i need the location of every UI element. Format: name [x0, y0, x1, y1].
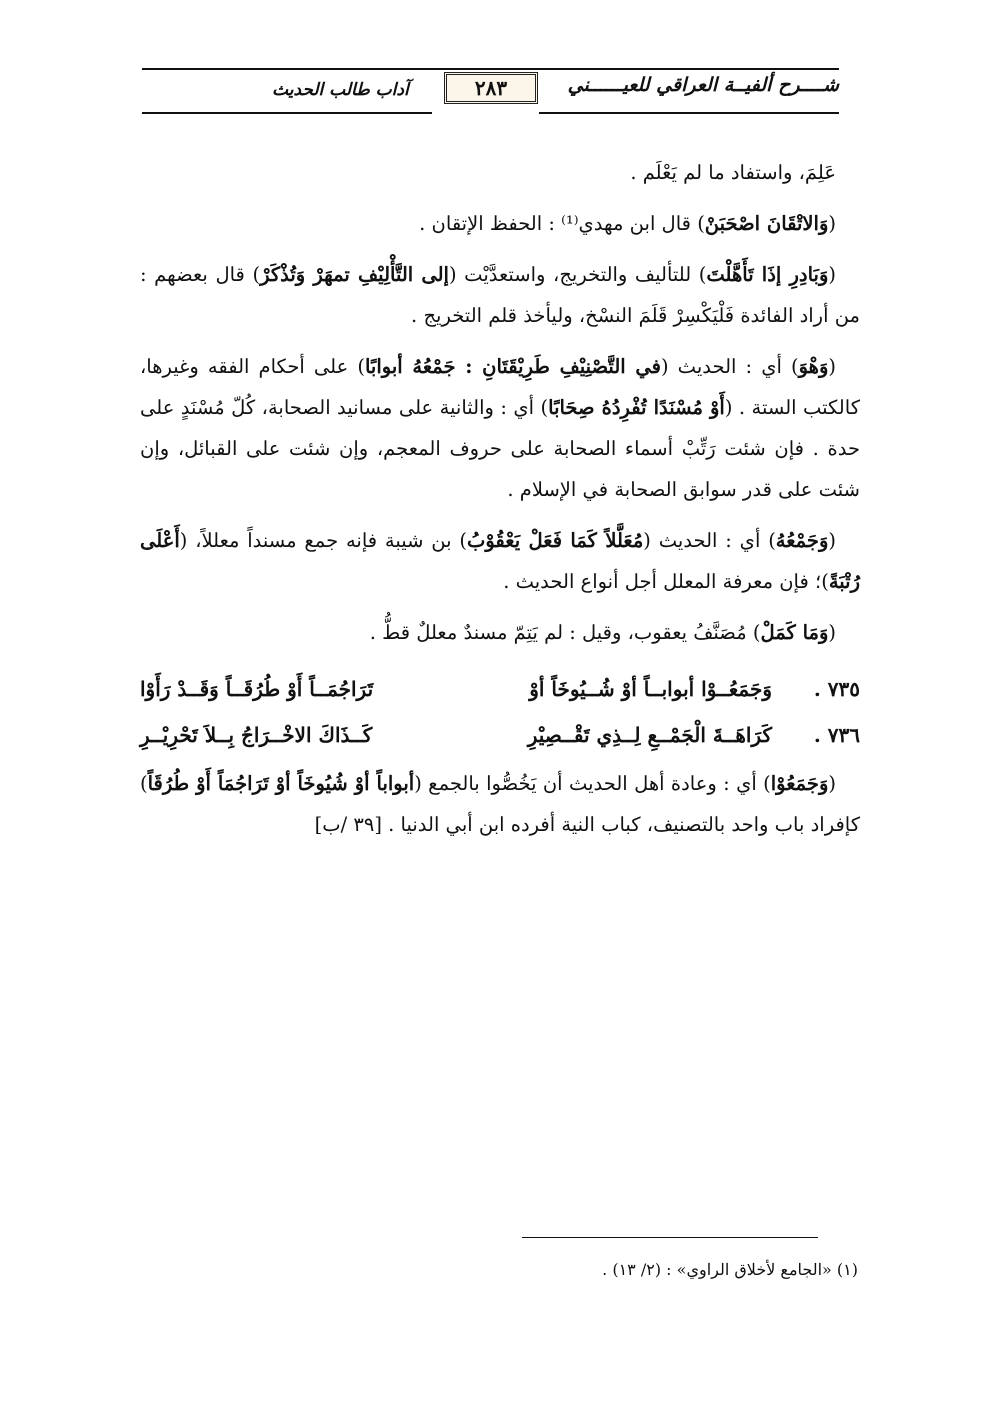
verse-block	[140, 663, 860, 755]
paragraph-5: (وَجَمْعُهُ) أي : الحديث (مُعَلَّلاً كَمَا فَعَلْ يَعْقُوْبُ) بن شيبة فإنه جمع مسنداً معللاً، (أَعْلَى رُتْبَةً)؛ فإن معرفة المعلل أجل أنواع الحديث .	[140, 529, 860, 593]
paragraph-text: عَلِمَ، واستفاد ما لم يَعْلَم .	[630, 161, 836, 184]
matn-quote: أبواباً أوْ شُيُوخَاً أوْ تَرَاجُمَاً أَوْ طُرُقَاً	[147, 772, 415, 795]
verse-line	[140, 663, 860, 709]
page-header	[142, 68, 839, 116]
first-hemistich: كَرَاهَــةَ الْجَمْــعِ لِــذِي تَقْــصِيْرِ	[527, 723, 772, 747]
commentary-text: أي : والثانية على مسانيد الصحابة، كُلّ مُسْنَدٍ على حدة . فإن شئت رَتِّبْ أسماء الصحابة على حروف المعجم، وإن شئت على القبائل، وإن شئت على قدر سوابق الصحابة في الإسلام .	[140, 396, 860, 501]
matn-quote: وَهْوَ	[798, 355, 829, 378]
paragraph-6: (وَمَا كَمَلْ) مُصَنَّفُ يعقوب، وقيل : لم يَتِمّ مسندٌ معللٌ قطُّ .	[369, 621, 836, 644]
verse-line	[140, 709, 860, 755]
matn-quote: أَعْلَى رُتْبَةً	[140, 529, 860, 593]
commentary-text: قال بعضهم : من أراد الفائدة فَلْيَكْسِرْ قَلَمَ النسْخ، وليأخذ قلم التخريج .	[140, 263, 860, 327]
footnote-rule	[522, 1237, 818, 1238]
commentary-text: بن شيبة فإنه جمع مسنداً معللاً،	[187, 529, 460, 552]
commentary-text: أي : وعادة أهل الحديث أن يَخُصُّوا بالجمع	[421, 772, 764, 795]
header-bottom-rule-right	[539, 112, 839, 114]
footnote: (١) «الجامع لأخلاق الراوي» : (٢/ ١٣) .	[602, 1260, 858, 1279]
matn-quote: وَالاتْقَانَ اصْحَبَنْ	[704, 212, 829, 235]
commentary-text: أي : الحديث	[668, 355, 791, 378]
paragraph-2: (وَالاتْقَانَ اصْحَبَنْ) قال ابن مهدي⁽¹⁾ : الحفظ الإتقان .	[419, 212, 836, 235]
commentary-text: مُصَنَّفُ يعقوب، وقيل : لم يَتِمّ مسندٌ معللٌ قطُّ .	[369, 621, 753, 644]
matn-quote: مُعَلَّلاً كَمَا فَعَلْ يَعْقُوْبُ	[467, 529, 644, 552]
matn-quote: إلى التَّأْلِيْفِ تمهَرْ وَتُذْكَرْ	[260, 263, 449, 286]
commentary-text: ؛ فإن معرفة المعلل أجل أنواع الحديث .	[503, 570, 822, 593]
matn-quote: وَبَادِرِ إذَا تَأَهَّلْتَ	[706, 263, 829, 286]
paragraph-1	[140, 152, 860, 193]
page-number: ٢٨٣	[444, 72, 538, 104]
commentary-text: كإفراد باب واحد بالتصنيف، كباب النية أفرده ابن أبي الدنيا . [٣٩ /ب]	[314, 813, 860, 836]
chapter-title: آداب طالب الحديث	[272, 80, 409, 100]
commentary-text: قال ابن مهدي⁽¹⁾ : الحفظ الإتقان .	[419, 212, 698, 235]
commentary-text: على أحكام الفقه وغيرها، كالكتب الستة .	[140, 355, 860, 419]
commentary-text: للتأليف والتخريج، واستعدَّيْت	[456, 263, 699, 286]
book-title: شــــرح ألفيــة العراقي للعيــــــني	[567, 74, 839, 96]
verse-number: ٧٣٥ .	[813, 677, 860, 701]
matn-quote: وَجَمَعُوْا	[770, 772, 829, 795]
verse-number: ٧٣٦ .	[813, 723, 860, 747]
header-bottom-rule-left	[142, 112, 432, 114]
paragraph-3: (وَبَادِرِ إذَا تَأَهَّلْتَ) للتأليف والتخريج، واستعدَّيْت (إلى التَّأْلِيْفِ تمهَرْ وَتُذْكَرْ) قال بعضهم : من أراد الفائدة فَلْيَكْسِرْ قَلَمَ النسْخ، وليأخذ قلم التخريج .	[140, 263, 860, 327]
second-hemistich: تَرَاجُمَــاً أَوْ طُرُقَــاً وَقَــدْ رَأَوْا	[140, 677, 374, 701]
page-body	[140, 152, 860, 855]
matn-quote: أَوْ مُسْنَدًا تُفْرِدُهُ صِحَابًا	[548, 396, 725, 419]
first-hemistich: وَجَمَعُــوْا أبوابــاً أوْ شُــيُوخَاً أوْ	[529, 677, 772, 701]
header-top-rule	[142, 68, 839, 70]
matn-quote: في التَّصْنِيْفِ طَرِيْقَتَانِ : جَمْعُهُ أبوابًا	[364, 355, 661, 378]
paragraph-7: (وَجَمَعُوْا) أي : وعادة أهل الحديث أن يَخُصُّوا بالجمع (أبواباً أوْ شُيُوخَاً أوْ تَرَاجُمَاً أَوْ طُرُقَاً) كإفراد باب واحد بالتصنيف، كباب النية أفرده ابن أبي الدنيا . [٣٩ /ب]	[140, 772, 860, 836]
matn-quote: وَجَمْعُهُ	[775, 529, 829, 552]
commentary-text: أي : الحديث	[650, 529, 769, 552]
paragraph-4: (وَهْوَ) أي : الحديث (في التَّصْنِيْفِ طَرِيْقَتَانِ : جَمْعُهُ أبوابًا) على أحكام الفقه وغيرها، كالكتب الستة . (أَوْ مُسْنَدًا تُفْرِدُهُ صِحَابًا) أي : والثانية على مسانيد الصحابة، كُلّ مُسْنَدٍ على حدة . فإن شئت رَتِّبْ أسماء الصحابة على حروف المعجم، وإن شئت على القبائل، وإن شئت على قدر سوابق الصحابة في الإسلام .	[140, 355, 860, 501]
matn-quote: وَمَا كَمَلْ	[760, 621, 829, 644]
second-hemistich: كَــذَاكَ الاخْــرَاجُ بِــلاَ تَحْرِيْــرِ	[140, 723, 373, 747]
